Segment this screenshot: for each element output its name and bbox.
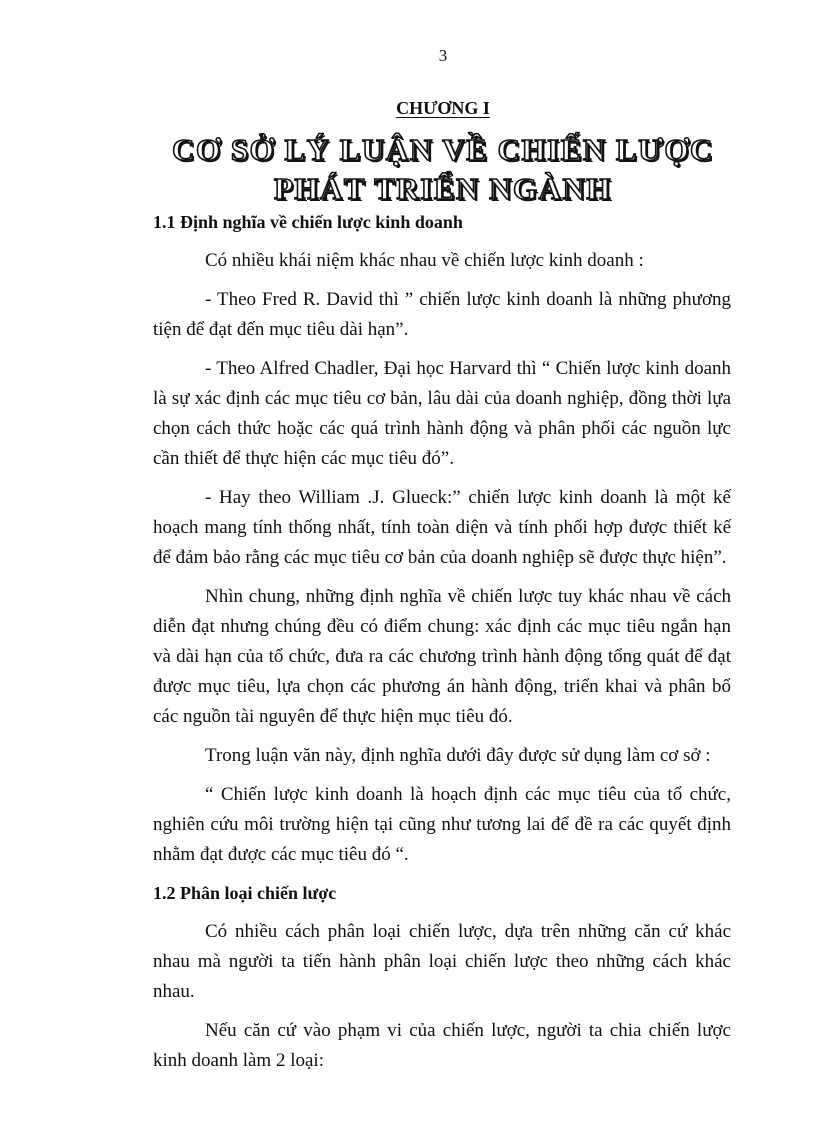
chapter-label: CHƯƠNG I xyxy=(396,98,490,118)
paragraph: - Theo Fred R. David thì ” chiến lược kinh doanh là những phương tiện để đạt đến mục tiêu dài hạn”. xyxy=(153,289,731,340)
body-content xyxy=(153,208,731,1085)
paragraph: - Theo Alfred Chadler, Đại học Harvard thì “ Chiến lược kinh doanh là sự xác định các mục tiêu cơ bản, lâu dài của doanh nghiệp, đồng thời lựa chọn cách thức hoặc các quá trình hành động và phân phối các nguồn lực cần thiết để thực hiện các mục tiêu đó”. xyxy=(153,358,731,469)
paragraph: Có nhiều cách phân loại chiến lược, dựa trên những căn cứ khác nhau mà người ta tiến hành phân loại chiến lược theo những cách khác nhau. xyxy=(153,921,731,1002)
chapter-title xyxy=(0,130,816,208)
page-number: 3 xyxy=(438,46,448,65)
chapter-title-line-2: PHÁT TRIỂN NGÀNH xyxy=(273,171,613,206)
paragraph: Nếu căn cứ vào phạm vi của chiến lược, người ta chia chiến lược kinh doanh làm 2 loại: xyxy=(153,1020,731,1071)
section-heading-1-1: 1.1 Định nghĩa về chiến lược kinh doanh xyxy=(153,212,463,232)
paragraph: Có nhiều khái niệm khác nhau về chiến lược kinh doanh : xyxy=(205,250,644,271)
paragraph: - Hay theo William .J. Glueck:” chiến lược kinh doanh là một kế hoạch mang tính thống nhất, tính toàn diện và tính phối hợp được thiết kế để đảm bảo rằng các mục tiêu cơ bản của doanh nghiệp sẽ được thực hiện”. xyxy=(153,487,731,568)
section-heading-1-2: 1.2 Phân loại chiến lược xyxy=(153,883,337,903)
paragraph: Trong luận văn này, định nghĩa dưới đây được sử dụng làm cơ sở : xyxy=(205,745,711,766)
paragraph: Nhìn chung, những định nghĩa về chiến lược tuy khác nhau về cách diễn đạt nhưng chúng đều có điểm chung: xác định các mục tiêu ngắn hạn và dài hạn của tổ chức, đưa ra các chương trình hành động tổng quát để đạt được mục tiêu, lựa chọn các phương án hành động, triển khai và phân bổ các nguồn tài nguyên để thực hiện mục tiêu đó. xyxy=(153,586,731,727)
chapter-title-line-1: CƠ SỞ LÝ LUẬN VỀ CHIẾN LƯỢC xyxy=(172,132,714,167)
paragraph: “ Chiến lược kinh doanh là hoạch định các mục tiêu của tổ chức, nghiên cứu môi trường hiện tại cũng như tương lai để đề ra các quyết định nhằm đạt được các mục tiêu đó “. xyxy=(153,784,731,865)
